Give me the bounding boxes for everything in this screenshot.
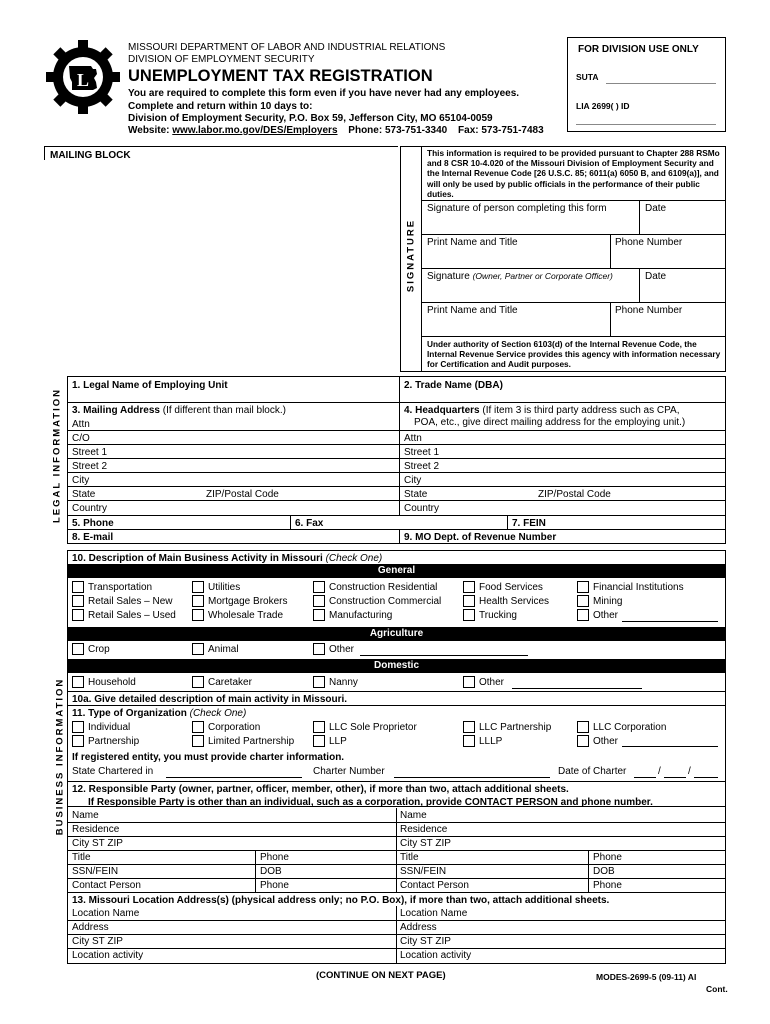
charter-note: If registered entity, you must provide charter information. bbox=[72, 752, 345, 763]
checkbox-org-limited-partnership[interactable] bbox=[192, 735, 204, 747]
field-fein[interactable]: 7. FEIN bbox=[512, 518, 546, 529]
domestic-header: Domestic bbox=[68, 659, 725, 673]
field-mailing-address: 3. Mailing Address (If different than mail block.) bbox=[72, 405, 286, 416]
checkbox-label: Transportation bbox=[88, 582, 153, 593]
mail-zip[interactable]: ZIP/Postal Code bbox=[206, 489, 279, 500]
gear-logo-icon bbox=[44, 38, 122, 116]
rp1-contact[interactable]: Contact Person bbox=[72, 880, 141, 891]
checkbox-construction-commercial[interactable] bbox=[313, 595, 325, 607]
rp1-phone[interactable]: Phone bbox=[260, 852, 289, 863]
hq-state[interactable]: State bbox=[404, 489, 428, 500]
field-organization-type: 11. Type of Organization (Check One) bbox=[72, 708, 247, 719]
rp2-city_st_zip[interactable]: City ST ZIP bbox=[400, 838, 451, 849]
rp2-ssn[interactable]: SSN/FEIN bbox=[400, 866, 447, 877]
signature-vertical-label: SIGNATURE bbox=[405, 218, 417, 293]
hq-city[interactable]: City bbox=[404, 475, 422, 486]
checkbox-label: Other bbox=[593, 610, 619, 621]
mailing-block-label: MAILING BLOCK bbox=[50, 150, 131, 161]
loc1-city_st_zip[interactable]: City ST ZIP bbox=[72, 936, 123, 947]
signature-notice: This information is required to be provided pursuant to Chapter 288 RSMo and 8 CSR 10-4.020 of the Missouri Division of Employment Security and the Internal Revenue Code [26 U.S.C. 85; 6011(a) 6050 B, and 6109(a)], and will only be used by public officials in the performance of their public duties. bbox=[427, 148, 720, 199]
checkbox-retail-sales-new[interactable] bbox=[72, 595, 84, 607]
mail-attn[interactable]: Attn bbox=[72, 419, 90, 430]
header-address: Division of Employment Security, P.O. Box 59, Jefferson City, MO 65104-0059 bbox=[128, 113, 493, 124]
checkbox-label: Partnership bbox=[88, 736, 140, 747]
checkbox-ag-other[interactable] bbox=[313, 643, 325, 655]
rp2-phone[interactable]: Phone bbox=[593, 880, 622, 891]
checkbox-transportation[interactable] bbox=[72, 581, 84, 593]
rp2-residence[interactable]: Residence bbox=[400, 824, 448, 835]
checkbox-trucking[interactable] bbox=[463, 609, 475, 621]
field-fax[interactable]: 6. Fax bbox=[295, 518, 324, 529]
header-line1: You are required to complete this form even if you have never had any employees. bbox=[128, 88, 520, 99]
checkbox-mining[interactable] bbox=[577, 595, 589, 607]
checkbox-label: Retail Sales – New bbox=[88, 596, 173, 607]
checkbox-label: LLC Corporation bbox=[593, 722, 667, 733]
checkbox-label: Health Services bbox=[479, 596, 550, 607]
logo bbox=[44, 38, 122, 116]
checkbox-label: Other bbox=[593, 736, 619, 747]
checkbox-org-corporation[interactable] bbox=[192, 721, 204, 733]
checkbox-org-partnership[interactable] bbox=[72, 735, 84, 747]
field-email[interactable]: 8. E-mail bbox=[72, 532, 114, 543]
checkbox-caretaker[interactable] bbox=[192, 676, 204, 688]
checkbox-label: Food Services bbox=[479, 582, 543, 593]
checkbox-label: Utilities bbox=[208, 582, 241, 593]
checkbox-wholesale-trade[interactable] bbox=[192, 609, 204, 621]
checkbox-label: Limited Partnership bbox=[208, 736, 295, 747]
irs-authority-note: Under authority of Section 6103(d) of the Internal Revenue Code, the Internal Revenue Service provides this agency with information necessary for Certification and Audit purposes. bbox=[427, 339, 721, 370]
rp1-dob[interactable]: DOB bbox=[260, 866, 282, 877]
field-trade-name[interactable]: 2. Trade Name (DBA) bbox=[404, 380, 503, 391]
checkbox-label: Construction Commercial bbox=[329, 596, 442, 607]
field-responsible-party: 12. Responsible Party (owner, partner, officer, member, other), if more than two, attach additional sheets. bbox=[72, 784, 569, 795]
checkbox-org-llc-corporation[interactable] bbox=[577, 721, 589, 733]
loc2-address[interactable]: Address bbox=[400, 922, 437, 933]
loc1-loc_activity[interactable]: Location activity bbox=[72, 950, 144, 961]
checkbox-dom-other[interactable] bbox=[463, 676, 475, 688]
checkbox-health-services[interactable] bbox=[463, 595, 475, 607]
division-name: DIVISION OF EMPLOYMENT SECURITY bbox=[128, 54, 315, 65]
header-contact: Website: www.labor.mo.gov/DES/Employers Phone: 573-751-3340 Fax: 573-751-7483 bbox=[128, 125, 544, 136]
hq-country[interactable]: Country bbox=[404, 503, 440, 514]
form-id: MODES-2699-5 (09-11) AI bbox=[596, 972, 697, 982]
checkbox-other[interactable] bbox=[577, 609, 589, 621]
svg-text:L: L bbox=[77, 70, 90, 90]
checkbox-org-individual[interactable] bbox=[72, 721, 84, 733]
checkbox-label: Mortgage Brokers bbox=[208, 596, 288, 607]
checkbox-label: Manufacturing bbox=[329, 610, 393, 621]
checkbox-animal[interactable] bbox=[192, 643, 204, 655]
division-use-title: FOR DIVISION USE ONLY bbox=[578, 44, 699, 55]
state-chartered-label: State Chartered in bbox=[72, 766, 154, 777]
rp2-dob[interactable]: DOB bbox=[593, 866, 615, 877]
date-of-charter-label: Date of Charter bbox=[558, 766, 627, 777]
field-mo-revenue-number[interactable]: 9. MO Dept. of Revenue Number bbox=[404, 532, 557, 543]
checkbox-label: Retail Sales – Used bbox=[88, 610, 176, 621]
field-detailed-description[interactable]: 10a. Give detailed description of main activity in Missouri. bbox=[72, 694, 348, 705]
checkbox-org-llc-partnership[interactable] bbox=[463, 721, 475, 733]
checkbox-label: LLP bbox=[329, 736, 347, 747]
field-location-address: 13. Missouri Location Address(s) (physical address only; no P.O. Box), if more than two, attach additional sheets. bbox=[72, 895, 610, 906]
state-chartered-input[interactable] bbox=[166, 777, 302, 778]
checkbox-crop[interactable] bbox=[72, 643, 84, 655]
rp1-city_st_zip[interactable]: City ST ZIP bbox=[72, 838, 123, 849]
checkbox-utilities[interactable] bbox=[192, 581, 204, 593]
checkbox-retail-sales-used[interactable] bbox=[72, 609, 84, 621]
rp1-residence[interactable]: Residence bbox=[72, 824, 120, 835]
field-legal-name[interactable]: 1. Legal Name of Employing Unit bbox=[72, 380, 228, 391]
mail-country[interactable]: Country bbox=[72, 503, 108, 514]
mail-street2[interactable]: Street 2 bbox=[72, 461, 108, 472]
checkbox-label: LLLP bbox=[479, 736, 503, 747]
checkbox-food-services[interactable] bbox=[463, 581, 475, 593]
legal-info-vertical-label: LEGAL INFORMATION bbox=[51, 388, 63, 523]
rp2-name[interactable]: Name bbox=[400, 810, 427, 821]
rp1-title[interactable]: Title bbox=[72, 852, 91, 863]
charter-number-label: Charter Number bbox=[313, 766, 385, 777]
checkbox-nanny[interactable] bbox=[313, 676, 325, 688]
loc2-loc_activity[interactable]: Location activity bbox=[400, 950, 472, 961]
hq-attn[interactable]: Attn bbox=[404, 433, 422, 444]
field-business-activity: 10. Description of Main Business Activity in Missouri (Check One) bbox=[72, 553, 383, 564]
checkbox-label: LLC Sole Proprietor bbox=[329, 722, 417, 733]
checkbox-label: Trucking bbox=[479, 610, 517, 621]
loc1-loc_name[interactable]: Location Name bbox=[72, 908, 140, 919]
hq-street2[interactable]: Street 2 bbox=[404, 461, 440, 472]
checkbox-label: LLC Partnership bbox=[479, 722, 552, 733]
hq-zip[interactable]: ZIP/Postal Code bbox=[538, 489, 611, 500]
charter-number-input[interactable] bbox=[394, 777, 550, 778]
mail-city[interactable]: City bbox=[72, 475, 90, 486]
loc2-city_st_zip[interactable]: City ST ZIP bbox=[400, 936, 451, 947]
mail-street1[interactable]: Street 1 bbox=[72, 447, 108, 458]
checkbox-org-other[interactable] bbox=[577, 735, 589, 747]
header-line2: Complete and return within 10 days to: bbox=[128, 101, 313, 112]
page-title: UNEMPLOYMENT TAX REGISTRATION bbox=[128, 67, 433, 85]
rp2-contact[interactable]: Contact Person bbox=[400, 880, 469, 891]
checkbox-household[interactable] bbox=[72, 676, 84, 688]
rp1-name[interactable]: Name bbox=[72, 810, 99, 821]
field-headquarters: 4. Headquarters (If item 3 is third party address such as CPA, bbox=[404, 405, 680, 416]
checkbox-construction-residential[interactable] bbox=[313, 581, 325, 593]
checkbox-label: Construction Residential bbox=[329, 582, 438, 593]
hq-street1[interactable]: Street 1 bbox=[404, 447, 440, 458]
rp1-phone[interactable]: Phone bbox=[260, 880, 289, 891]
mail-co[interactable]: C/O bbox=[72, 433, 90, 444]
checkbox-label: Mining bbox=[593, 596, 623, 607]
dept-name: MISSOURI DEPARTMENT OF LABOR AND INDUSTRIAL RELATIONS bbox=[128, 42, 446, 53]
checkbox-manufacturing[interactable] bbox=[313, 609, 325, 621]
checkbox-label: Corporation bbox=[208, 722, 261, 733]
rp2-phone[interactable]: Phone bbox=[593, 852, 622, 863]
continue-note: (CONTINUE ON NEXT PAGE) bbox=[316, 970, 446, 981]
checkbox-mortgage-brokers[interactable] bbox=[192, 595, 204, 607]
loc2-loc_name[interactable]: Location Name bbox=[400, 908, 468, 919]
rp1-ssn[interactable]: SSN/FEIN bbox=[72, 866, 119, 877]
website-link[interactable]: www.labor.mo.gov/DES/Employers bbox=[172, 125, 338, 136]
checkbox-financial-institutions[interactable] bbox=[577, 581, 589, 593]
checkbox-label: Individual bbox=[88, 722, 131, 733]
cont-label: Cont. bbox=[706, 984, 728, 994]
loc1-address[interactable]: Address bbox=[72, 922, 109, 933]
sig1-label: Signature of person completing this form bbox=[427, 203, 607, 214]
checkbox-label: Wholesale Trade bbox=[208, 610, 284, 621]
division-use-box: FOR DIVISION USE ONLY SUTA LIA 2699( ) ID bbox=[567, 37, 726, 132]
field-phone[interactable]: 5. Phone bbox=[72, 518, 114, 529]
business-info-vertical-label: BUSINESS INFORMATION bbox=[54, 677, 66, 836]
general-header: General bbox=[68, 564, 725, 578]
rp2-title[interactable]: Title bbox=[400, 852, 419, 863]
checkbox-org-lllp[interactable] bbox=[463, 735, 475, 747]
checkbox-org-llc-sole-proprietor[interactable] bbox=[313, 721, 325, 733]
sig2-label: Signature (Owner, Partner or Corporate Officer) bbox=[427, 271, 613, 282]
mail-state[interactable]: State bbox=[72, 489, 96, 500]
checkbox-label: Financial Institutions bbox=[593, 582, 684, 593]
checkbox-org-llp[interactable] bbox=[313, 735, 325, 747]
agriculture-header: Agriculture bbox=[68, 627, 725, 641]
